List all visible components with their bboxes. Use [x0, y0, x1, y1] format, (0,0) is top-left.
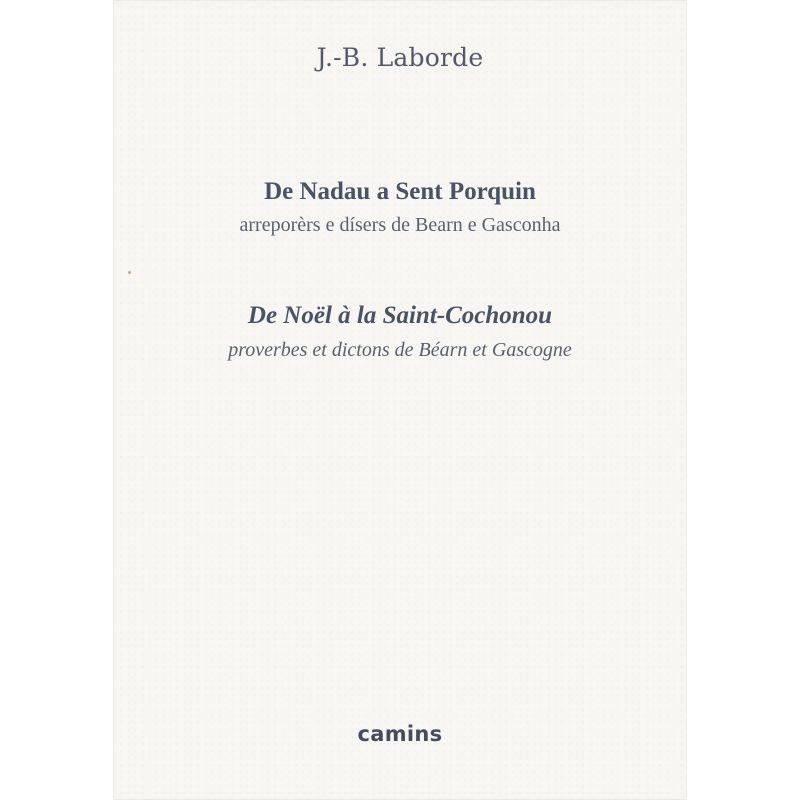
title-occitan: De Nadau a Sent Porquin — [264, 178, 536, 205]
subtitle-french: proverbes et dictons de Béarn et Gascogne — [228, 339, 572, 361]
book-cover — [113, 0, 687, 800]
subtitle-occitan: arreporèrs e dísers de Bearn e Gasconha — [239, 214, 561, 236]
author-name: J.-B. Laborde — [316, 43, 484, 72]
paper-speck — [128, 271, 131, 274]
publisher-logo: camins — [357, 722, 443, 746]
title-french: De Noël à la Saint-Cochonou — [247, 302, 553, 329]
